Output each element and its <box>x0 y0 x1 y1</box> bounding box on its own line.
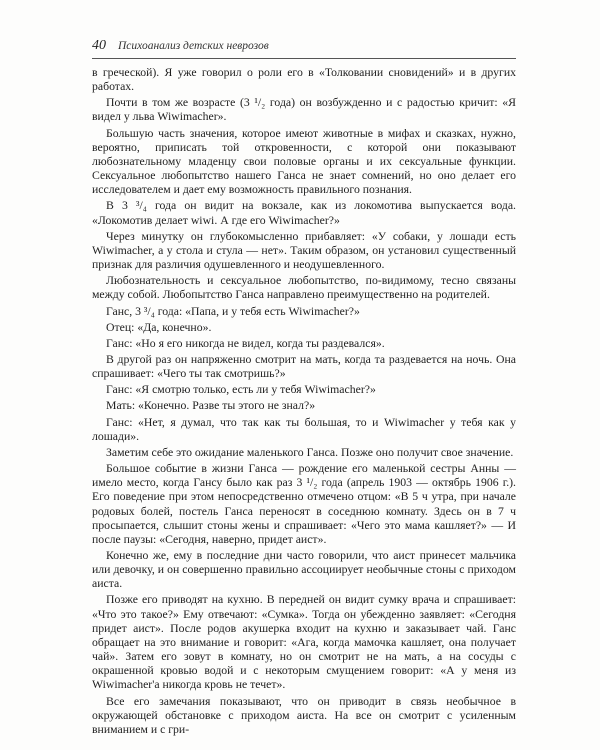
paragraph: Через минутку он глубокомысленно прибавляет: «У собаки, у лошади есть Wiwimacher, а у стола и стула — нет». Таким образом, он установил существенный признак для различия одушевленного и неодушевленного. <box>92 229 516 272</box>
dialogue-line: Ганс: «Я смотрю только, есть ли у тебя Wiwimacher?» <box>106 383 376 397</box>
running-title: Психоанализ детских неврозов <box>118 40 269 52</box>
paragraph: Любознательность и сексуальное любопытство, по-видимому, тесно связаны между собой. Любопытство Ганса направлено преимущественно на родителей. <box>92 274 516 302</box>
paragraph: В другой раз он напряженно смотрит на мать, когда та раздевается на ночь. Она спрашивает: «Чего ты так смотришь?» <box>92 352 516 381</box>
paragraph: В 3 ³/₄ года он видит на вокзале, как из локомотива выпускается вода. «Локомотив делает wiwi. А где его Wiwimacher?» <box>92 199 516 227</box>
paragraph: Большую часть значения, которое имеют животные в мифах и сказках, нужно, вероятно, приписать той откровенности, с которой они показывают любознательному младенцу свои половые органы и их сексуальные функции. Сексуальное любопытство нашего Ганса не знает сомнений, но оно делает его исследователем и дает ему возможность правильного познания. <box>92 126 516 197</box>
paragraph: Большое событие в жизни Ганса — рождение его маленькой сестры Анны — имело место, когда Гансу было как раз 3 ¹/₂ года (апрель 1903 — октябрь 1906 г.). Его поведение при этом непосредственно отмечено отцом: «В 5 ч утра, при начале родовых болей, постель Ганса переносят в соседнюю комнату. Здесь он в 7 ч просыпается, слышит стоны жены и спрашивает: «Чего это мама кашляет?» — И после паузы: «Сегодня, наверно, придет аист». <box>92 462 516 546</box>
paragraph: Все его замечания показывают, что он приводит в связь необычное в окружающей обстановке с приходом аиста. На все он смотрит с усиленным вниманием и с гри- <box>92 694 516 736</box>
header-rule <box>92 58 516 59</box>
body-text <box>92 66 516 739</box>
page-number: 40 <box>92 38 106 53</box>
paragraph: Заметим себе это ожидание маленького Ганса. Позже оно получит свое значение. <box>106 445 514 459</box>
paragraph: Конечно же, ему в последние дни часто говорили, что аист принесет мальчика или девочку, и он совершенно правильно ассоциирует необычные стоны с приходом аиста. <box>92 549 516 591</box>
paragraph: в греческой). Я уже говорил о роли его в «Толковании сновидений» и в других работах. <box>92 66 516 94</box>
dialogue-line: Отец: «Да, конечно». <box>106 320 212 334</box>
dialogue-line: Ганс, 3 ³/₄ года: «Папа, и у тебя есть Wiwimacher?» <box>106 304 360 318</box>
dialogue-line: Ганс: «Но я его никогда не видел, когда ты раздевался». <box>106 336 385 350</box>
paragraph: Почти в том же возрасте (3 ¹/₂ года) он возбужденно и с радостью кричит: «Я видел у льва Wiwimacher». <box>92 96 516 124</box>
dialogue-line: Ганс: «Нет, я думал, что так как ты большая, то и Wiwimacher у тебя как у лошади». <box>92 415 516 443</box>
paragraph: Позже его приводят на кухню. В передней он видит сумку врача и спрашивает: «Что это такое?» Ему отвечают: «Сумка». Тогда он убежденно заявляет: «Сегодня придет аист». После родов акушерка входит на кухню и заказывает чай. Ганс обращает на это внимание и говорит: «Ага, когда мамочка кашляет, она получает чай». Затем его зовут в комнату, но он смотрит не на мать, а на сосуды с окрашенной кровью водой и с некоторым смущением говорит: «А у меня из Wiwimacher'а никогда кровь не течет». <box>92 593 516 692</box>
dialogue-line: Мать: «Конечно. Разве ты этого не знал?» <box>106 399 316 413</box>
page-header <box>92 38 516 56</box>
